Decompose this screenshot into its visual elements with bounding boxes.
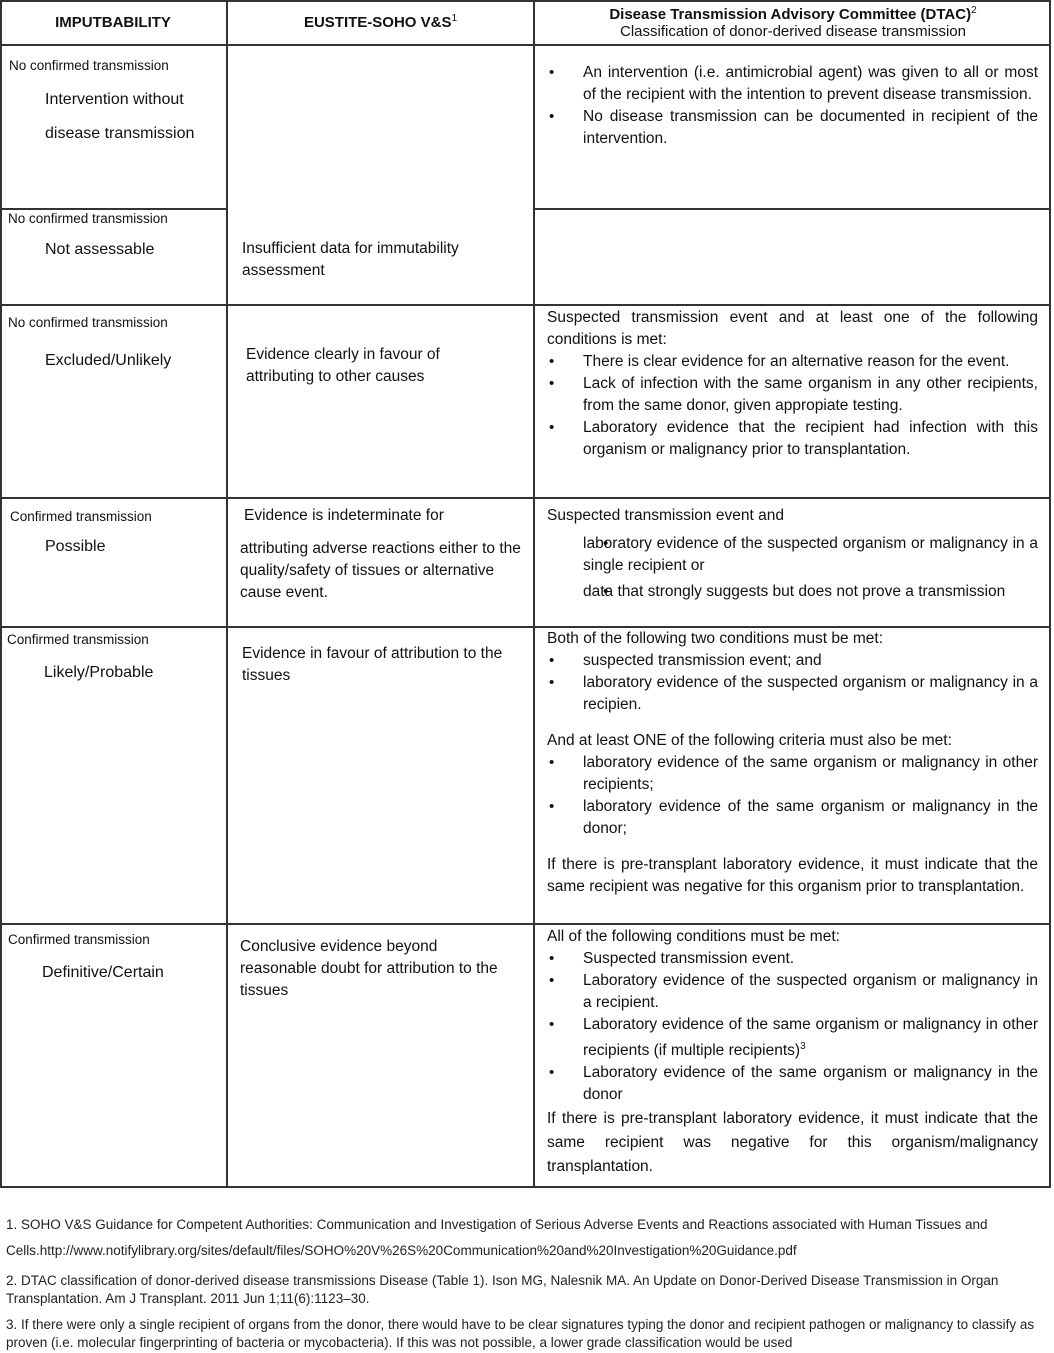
dtac-bullet: • laboratory evidence of the same organism or malignancy in the donor;: [547, 796, 1038, 840]
row-divider: [0, 44, 1051, 46]
row-level: [45, 83, 194, 151]
dtac-bullet: [547, 1014, 1038, 1062]
row-level: Possible: [45, 538, 106, 555]
row-divider: [533, 208, 1051, 210]
row-level: Excluded/Unlikely: [45, 352, 172, 369]
row-divider: [0, 208, 228, 210]
header-eustite: [228, 0, 533, 44]
dtac-bullet: • suspected transmission event; and: [547, 650, 1038, 672]
footnote-2: 2. DTAC classification of donor-derived disease transmissions Disease (Table 1). Ison MG, Nalesnik MA. An Update on Donor-Derived Disease Transmission in Organ Transplantation. Am J Transplant. 2011 Jun 1;11(6):1123–30.: [6, 1273, 999, 1306]
dtac-outro: If there is pre-transplant laboratory evidence, it must indicate that the same recipient was negative for this organism prior to transplantation.: [547, 856, 1038, 895]
dtac-cell: [547, 505, 1038, 603]
row-status: Confirmed transmission: [8, 932, 150, 947]
dtac-bullet: • Laboratory evidence of the suspected organism or malignancy in a recipient.: [547, 970, 1038, 1014]
header-eustite-label: EUSTITE-SOHO V&S: [303, 14, 452, 31]
row-level-line: Intervention without: [45, 91, 184, 108]
eustite-cell-first: Evidence is indeterminate for: [244, 507, 444, 524]
footnote-3: 3. If there were only a single recipient of organs from the donor, there would have to be clear signatures typing the donor and recipient pathogen or malignancy to classify as proven (i.e. molecular fingerprinting of bacteria or mycobacteria). If this was not possible, a lower grade classification would be used: [6, 1317, 1035, 1350]
header-imputability-label: IMPUTBABILITY: [55, 13, 171, 31]
dtac-outro: If there is pre-transplant laboratory evidence, it must indicate that the same recipient was negative for this organism/malignancy transplantation.: [547, 1110, 1038, 1176]
header-dtac: [535, 0, 1051, 44]
dtac-bullet: • Laboratory evidence of the same organism or malignancy in the donor: [547, 1062, 1038, 1106]
footnote-ref: 2: [971, 4, 977, 16]
row-divider: [0, 497, 1051, 499]
row-divider: [0, 923, 1051, 925]
row-status: Confirmed transmission: [7, 632, 149, 647]
dtac-bullet: • data that strongly suggests but does not prove a transmission: [573, 581, 1038, 603]
row-status: No confirmed transmission: [9, 58, 169, 73]
dtac-bullet: • An intervention (i.e. antimicrobial agent) was given to all or most of the recipient with the intention to prevent disease transmission.: [547, 62, 1038, 106]
footnote-ref: 3: [800, 1041, 806, 1052]
eustite-cell: Conclusive evidence beyond reasonable doubt for attribution to the tissues: [240, 938, 498, 999]
dtac-intro: Both of the following two conditions must be met:: [547, 630, 884, 647]
row-level: Definitive/Certain: [42, 964, 164, 981]
dtac-intro: All of the following conditions must be met:: [547, 928, 840, 945]
dtac-bullet: • There is clear evidence for an alternative reason for the event.: [547, 351, 1038, 373]
dtac-bullet: • Lack of infection with the same organism in any other recipients, from the same donor, given appropiate testing.: [547, 373, 1038, 417]
eustite-cell: attributing adverse reactions either to the quality/safety of tissues or alternative cause event.: [240, 540, 521, 601]
dtac-cell: [547, 926, 1038, 1179]
dtac-bullet: • Suspected transmission event.: [547, 948, 1038, 970]
row-status: No confirmed transmission: [8, 315, 168, 330]
column-divider: [226, 0, 228, 1188]
dtac-intro-secondary: And at least ONE of the following criteria must also be met:: [547, 732, 952, 749]
row-level-line: disease transmission: [45, 125, 195, 142]
row-status: Confirmed transmission: [10, 509, 152, 524]
dtac-bullet: • No disease transmission can be documented in recipient of the intervention.: [547, 106, 1038, 150]
header-dtac-subtitle: Classification of donor-derived disease transmission: [620, 22, 966, 40]
dtac-bullet-text: Laboratory evidence of the same organism or malignancy in other recipients (if multiple recipients): [583, 1016, 1038, 1060]
header-imputability: [0, 0, 226, 44]
dtac-bullet: • laboratory evidence of the suspected organism or malignancy in a single recipient or: [573, 533, 1038, 577]
footnote-ref: 1: [451, 13, 458, 24]
eustite-cell: Evidence clearly in favour of attributing to other causes: [246, 346, 440, 385]
column-divider: [533, 0, 535, 1188]
eustite-cell: Evidence in favour of attribution to the tissues: [242, 645, 503, 684]
row-level: Not assessable: [45, 241, 155, 258]
dtac-cell: [547, 62, 1038, 150]
row-level: Likely/Probable: [44, 664, 154, 681]
dtac-cell: [547, 628, 1038, 898]
row-divider: [0, 304, 1051, 306]
dtac-bullet: • laboratory evidence of the same organism or malignancy in other recipients;: [547, 752, 1038, 796]
dtac-bullet: • Laboratory evidence that the recipient had infection with this organism or malignancy prior to transplantation.: [547, 417, 1038, 461]
row-status: No confirmed transmission: [8, 211, 168, 226]
footnote-1: 1. SOHO V&S Guidance for Competent Authorities: Communication and Investigation of Serious Adverse Events and Reactions associated with Human Tissues and Cells.http://www.notifylibrary.org/sites/default/files/SOHO%20V%26S%20Communication%20and%20Investigation%20Guidance.pdf: [6, 1217, 988, 1258]
dtac-intro: Suspected transmission event and at least one of the following conditions is met:: [547, 309, 1038, 348]
dtac-intro: Suspected transmission event and: [547, 507, 784, 524]
dtac-bullet: • laboratory evidence of the suspected organism or malignancy in a recipien.: [547, 672, 1038, 716]
dtac-cell: [547, 307, 1038, 461]
eustite-cell: Insufficient data for immutability assessment: [242, 240, 459, 279]
header-dtac-title: Disease Transmission Advisory Committee (DTAC): [609, 5, 972, 23]
